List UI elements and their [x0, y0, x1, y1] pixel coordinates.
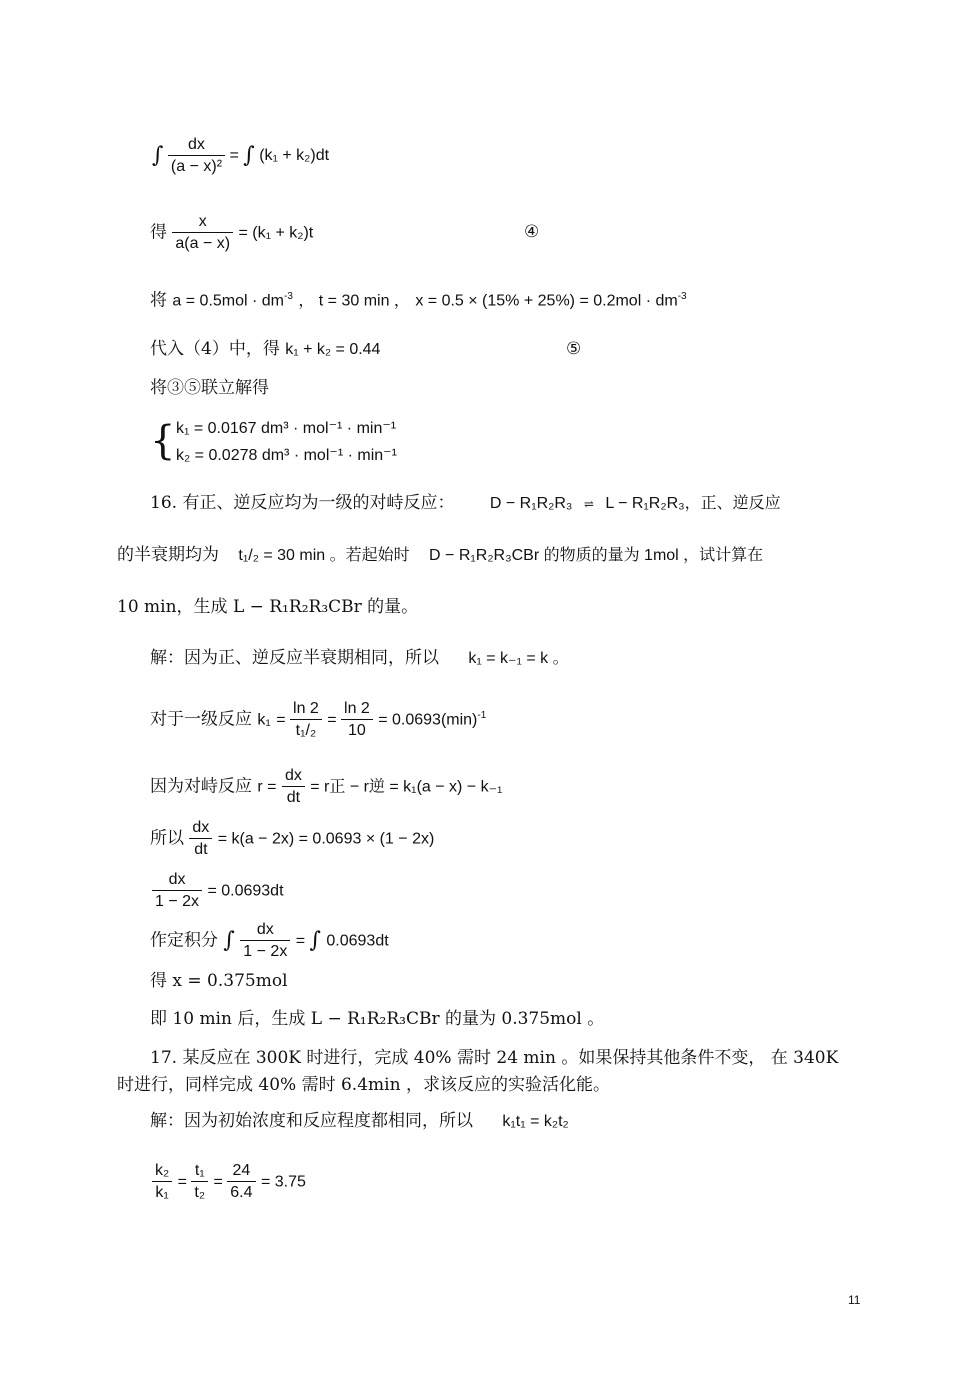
solve-line: 将③⑤联立解得 — [150, 378, 269, 398]
equation-4-line: 得 $\frac{x}{a(a - x)}$ = (k₁ + k₂)t — [150, 213, 314, 252]
k1-result: k₁ = 0.0167 dm³ · mol⁻¹ · min⁻¹ — [176, 420, 397, 437]
substitution-line: 将 $a = 0.5mol \cdot dm^{-3}$ ， t = 30 min ， $x = 0.5 \times (15\% + 25\%) = 0.2mol \cdot dm^{-3}$ — [150, 290, 687, 311]
solution-16-line-3: 因为对峙反应 r = $\frac{dx}{dt}$ = r正 − r逆 = k₁(a − x) − k₋₁ — [150, 767, 503, 806]
page-number: 11 — [848, 1293, 861, 1307]
solution-16-line-8: 即 10 min 后，生成 L − R₁R₂R₃CBr 的量为 0.375mol 。 — [150, 1009, 605, 1029]
problem-16-line-1: 16. 有正、逆反应均为一级的对峙反应： D − R₁R₂R₃ ⇌ L − R₁R₂R₃，正、逆反应 — [150, 493, 781, 513]
marker-4: ④ — [524, 222, 540, 242]
solution-16-line-5: $\frac{dx}{1 - 2x}$ = 0.0693dt — [152, 872, 284, 910]
problem-17-line-2: 时进行，同样完成 40% 需时 6.4min ，求该反应的实验活化能。 — [117, 1075, 610, 1095]
solution-16-line-4: 所以 $\frac{dx}{dt}$ = k(a − 2x) = 0.0693 × (1 − 2x) — [150, 819, 435, 858]
problem-16-line-3: 10 min，生成 L − R₁R₂R₃CBr 的量。 — [117, 597, 419, 617]
marker-5: ⑤ — [566, 339, 582, 359]
solution-17-line-2: $\frac{\text{k₂}}{\text{k₁}}$ = $\frac{\text{t₁}}{\text{t₂}}$ = $\frac{24}{6.4}$ = 3.75 — [152, 1163, 306, 1201]
solution-16-line-1: 解：因为正、逆反应半衰期相同，所以 k₁ = k₋₁ = k 。 — [150, 648, 569, 668]
solution-16-line-7: 得 x = 0.375mol — [150, 971, 288, 991]
solution-16-line-6: 作定积分 ∫ $\frac{dx}{1 - 2x}$ = ∫ 0.0693dt — [150, 921, 389, 960]
system-brace: { — [150, 418, 176, 464]
k2-result: k₂ = 0.0278 dm³ · mol⁻¹ · min⁻¹ — [176, 447, 397, 464]
integral-equation-1: ∫ $\frac{dx}{\text{(a − x)²}}$ = ∫ (k₁ + k₂)dt — [152, 136, 330, 175]
solution-16-line-2: 对于一级反应 k₁ = $\frac{\ln 2}{\text{t₁/₂}}$ = $\frac{\ln 2}{10}$ = $0.0693(\min)^{-1}$ — [150, 700, 487, 739]
sum-line: 代入（4）中，得 k₁ + k₂ = 0.44 — [150, 339, 381, 359]
problem-17-line-1: 17. 某反应在 300K 时进行，完成 40% 需时 24 min 。如果保持其他条件不变， 在 340K — [150, 1048, 839, 1068]
equilibrium-arrow-icon: ⇌ — [583, 497, 594, 511]
problem-16-line-2: 的半衰期均为 t₁/₂ = 30 min 。若起始时 D − R₁R₂R₃CBr 的物质的量为 1mol ，试计算在 — [117, 545, 764, 565]
solution-17-line-1: 解：因为初始浓度和反应程度都相同，所以 k₁t₁ = k₂t₂ — [150, 1111, 569, 1131]
